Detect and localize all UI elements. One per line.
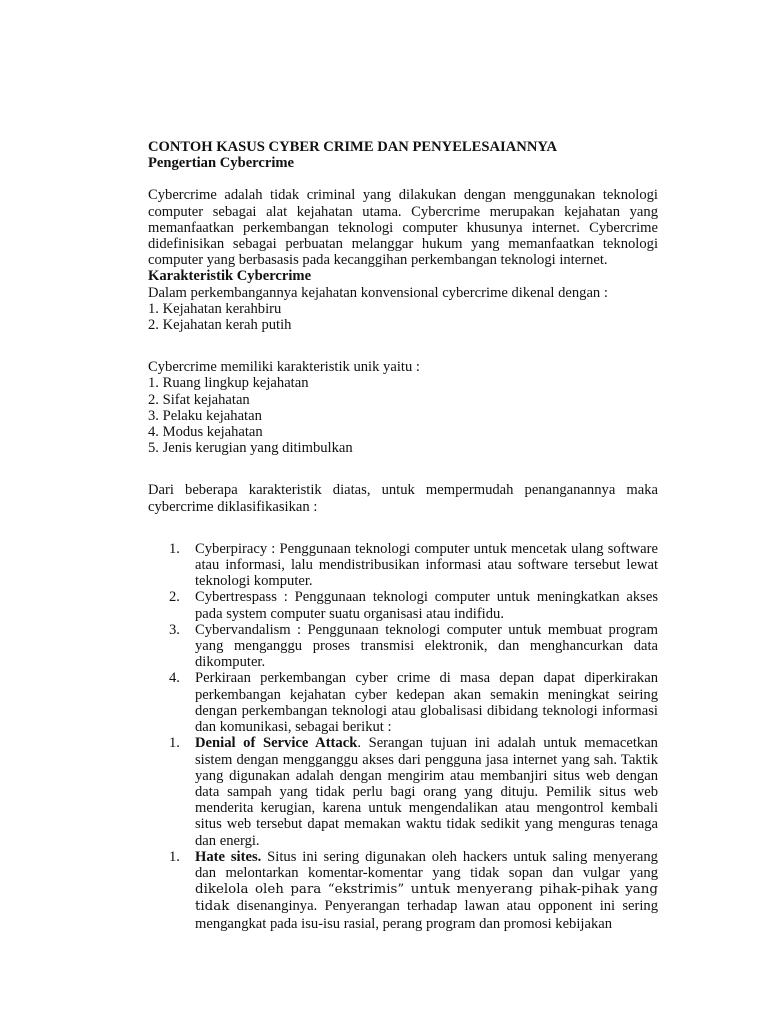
section-heading-karakteristik: Karakteristik Cybercrime — [148, 268, 312, 285]
document-content — [148, 139, 658, 932]
unik-intro: Cybercrime memiliki karakteristik unik yaitu : — [148, 359, 420, 376]
list-item: 2. Kejahatan kerah putih — [148, 317, 292, 334]
list-number: 4. — [169, 670, 180, 687]
spacer — [148, 515, 658, 541]
intro-paragraph: Cybercrime adalah tidak criminal yang dilakukan dengan menggunakan teknologi computer sebagai alat kejahatan utama. Cybercrime merupakan kejahatan yang memanfaatkan perkembangan teknologi computer khusunya internet. Cybercrime didefinisikan sebagai perbuatan melanggar hukum yang memanfaatkan teknologi computer yang berbasasis pada kecanggihan perkembangan teknologi internet. — [148, 187, 658, 269]
list-item-text: Perkiraan perkembangan cyber crime di masa depan dapat diperkirakan perkembangan kejahatan cyber kedepan akan semakin meningkat seiring dengan perkembangan teknologi atau globalisasi dibidang teknologi informasi dan komunikasi, sebagai berikut : — [195, 670, 658, 736]
list-item-text: Cybervandalism : Penggunaan teknologi computer untuk membuat program yang menganggu proses transmisi elektronik, dan menghancurkan data dikomputer. — [195, 621, 658, 671]
list-item — [148, 589, 658, 621]
list-item-dos — [148, 735, 658, 848]
list-item: 1. Kejahatan kerahbiru — [148, 300, 282, 317]
spacer — [148, 456, 658, 482]
list-item: 1. Ruang lingkup kejahatan — [148, 375, 309, 392]
section-heading-pengertian: Pengertian Cybercrime — [148, 155, 295, 172]
list-item — [148, 670, 658, 735]
spacer — [148, 333, 658, 359]
list-item-hate-sites — [148, 849, 658, 932]
list-item-text: Cybertrespass : Penggunaan teknologi computer untuk meningkatkan akses pada system computer suatu organisasi atau indifidu. — [195, 589, 658, 622]
list-number: 1. — [169, 735, 180, 752]
list-item-text: . Serangan tujuan ini adalah untuk memacetkan sistem dengan mengganggu akses dari pengguna jasa internet yang sah. Taktik yang digunakan adalah dengan mengirim atau membanjiri situs web dengan data sampah yang tidak perlu bagi orang yang dituju. Pemilik situs web menderita kerugian, karena untuk mengendalikan atau mengontrol kembali situs web tersebut dapat memakan waktu tidak sedikit yang menguras tenaga dan energi. — [195, 735, 658, 849]
list-item — [148, 622, 658, 671]
term-denial-of-service: Denial of Service Attack — [195, 735, 358, 752]
list-number: 1. — [169, 540, 180, 557]
list-item-text: Situs ini sering digunakan oleh hackers untuk saling menyerang dan melontarkan komentar-komentar yang tidak sopan dan vulgar yang — [195, 848, 658, 881]
term-hate-sites: Hate sites. — [195, 848, 262, 865]
list-item-text: disenanginya. Penyerangan terhadap lawan atau opponent ini sering mengangkat pada isu-isu rasial, perang program dan promosi kebijakan — [195, 898, 658, 932]
list-item: 2. Sifat kejahatan — [148, 391, 250, 408]
list-item — [148, 541, 658, 590]
document-title: CONTOH KASUS CYBER CRIME DAN PENYELESAIANNYA — [148, 139, 558, 155]
list-item-text: Cyberpiracy : Penggunaan teknologi computer untuk mencetak ulang software atau informasi, lalu mendistribusikan informasi atau software tersebut lewat teknologi komputer. — [195, 540, 658, 590]
list-item-text: dikelola oleh para “ekstrimis” untuk menyerang pihak-pihak yang tidak — [195, 882, 658, 915]
spacer — [148, 171, 658, 187]
list-item: 3. Pelaku kejahatan — [148, 407, 262, 424]
list-number: 3. — [169, 621, 180, 638]
list-item: 5. Jenis kerugian yang ditimbulkan — [148, 440, 353, 457]
list-number: 1. — [169, 848, 180, 865]
list-item: 4. Modus kejahatan — [148, 424, 263, 441]
klasifikasi-intro: Dari beberapa karakteristik diatas, untuk mempermudah penanganannya maka cybercrime diklasifikasikan : — [148, 482, 658, 515]
konvensional-intro: Dalam perkembangannya kejahatan konvensional cybercrime dikenal dengan : — [148, 284, 608, 301]
list-number: 2. — [169, 589, 180, 606]
klasifikasi-list — [148, 541, 658, 932]
